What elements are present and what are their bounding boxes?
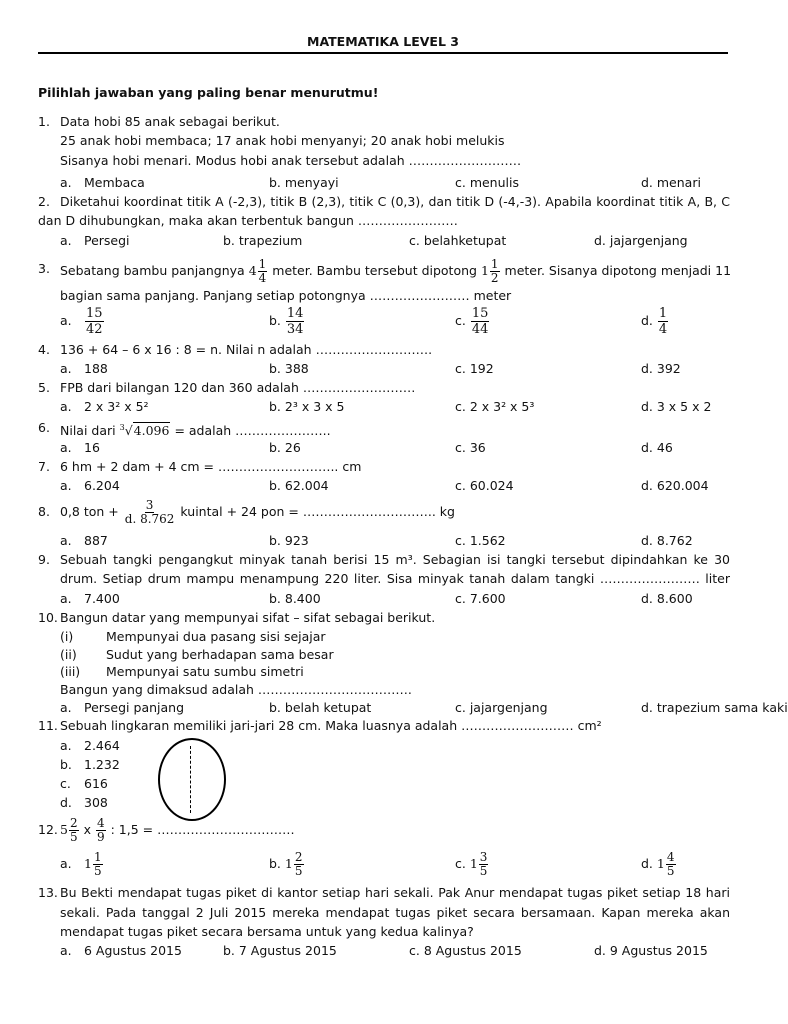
question-text: Sebuah tangki pengangkut minyak tanah berisi 15 m³. Sebagian isi tangki tersebut dipindahkan ke 30 (60, 552, 730, 567)
option-b[interactable]: b. menyayi (269, 175, 339, 190)
option-c[interactable]: c. 7.600 (455, 591, 506, 606)
option-d[interactable]: d. 1 $\frac{4}{5}$ (641, 850, 675, 878)
option-d[interactable]: d. 8.600 (641, 591, 693, 606)
question-12 (38, 815, 730, 845)
question-number: 8. (38, 504, 50, 519)
option-b[interactable]: b. 62.004 (269, 478, 329, 493)
option-d[interactable]: d. menari (641, 175, 701, 190)
question-number: 12. (38, 822, 58, 837)
question-text: Diketahui koordinat titik A (-2,3), titik B (2,3), titik C (0,3), dan titik D (-4,-3). Apabila koordinat titik A, B, C (60, 194, 730, 209)
question-text: Sebuah lingkaran memiliki jari-jari 28 cm. Maka luasnya adalah ……………………… cm² (60, 718, 602, 733)
question-11-option-c[interactable] (38, 774, 730, 793)
question-text: Sisanya hobi menari. Modus hobi anak tersebut adalah ……………………… (60, 153, 522, 168)
question-11 (38, 716, 730, 735)
fraction: $\frac{1}{2}$ (490, 257, 499, 285)
question-13-line-3 (38, 922, 730, 941)
property-list-item: (ii) Sudut yang berhadapan sama besar (60, 647, 334, 662)
question-7 (38, 457, 730, 476)
option-b[interactable]: b. 2³ x 3 x 5 (269, 399, 345, 414)
option-d[interactable]: d. jajargenjang (594, 233, 688, 248)
property-list-item: (i) Mempunyai dua pasang sisi sejajar (60, 629, 326, 644)
option-a[interactable]: a. 887 (60, 533, 108, 548)
question-text: Sebatang bambu panjangnya 4 $\frac{1}{4}$ meter. Bambu tersebut dipotong 1 $\frac{1}{2}$ meter. Sisanya dipotong menjadi 11 (60, 257, 732, 285)
question-9-options (38, 589, 730, 608)
option-a[interactable]: a. 6 Agustus 2015 (60, 943, 182, 958)
question-13 (38, 883, 730, 902)
question-number: 10. (38, 610, 58, 625)
option-a[interactable]: a. Persegi (60, 233, 130, 248)
option-b[interactable]: b. 388 (269, 361, 309, 376)
option-d[interactable]: d. 3 x 5 x 2 (641, 399, 712, 414)
question-6 (38, 418, 730, 437)
fraction: $\frac{4}{9}$ (96, 816, 105, 844)
option-d[interactable]: d. trapezium sama kaki (641, 700, 788, 715)
question-13-line-2 (38, 903, 730, 922)
question-1 (38, 112, 730, 131)
question-number: 5. (38, 380, 50, 395)
option-a[interactable]: a. 7.400 (60, 591, 120, 606)
option-c[interactable]: c. 1.562 (455, 533, 506, 548)
option-d[interactable]: d. 308 (60, 795, 108, 810)
instruction: Pilihlah jawaban yang paling benar menurutmu! (38, 85, 379, 100)
option-a[interactable]: a. 1 $\frac{1}{5}$ (60, 850, 102, 878)
question-8-options (38, 531, 730, 550)
option-b[interactable]: b. 8.400 (269, 591, 321, 606)
option-a[interactable]: a. Membaca (60, 175, 145, 190)
option-a[interactable]: a. 16 (60, 440, 100, 455)
question-1-options (38, 173, 730, 192)
question-10 (38, 608, 730, 627)
question-11-option-a[interactable] (38, 736, 730, 755)
question-number: 4. (38, 342, 50, 357)
option-b[interactable]: b. belah ketupat (269, 700, 372, 715)
question-12-options (38, 849, 730, 879)
option-c[interactable]: c. menulis (455, 175, 519, 190)
option-b[interactable]: b. $\frac{14}{34}$ (269, 306, 304, 337)
question-5 (38, 378, 730, 397)
question-13-options (38, 941, 730, 960)
question-text: drum. Setiap drum mampu menampung 220 liter. Sisa minyak tanah dalam tangki …………………… liter (60, 571, 730, 586)
property-list-item: (iii) Mempunyai satu sumbu simetri (60, 664, 304, 679)
option-c[interactable]: c. 1 $\frac{3}{5}$ (455, 850, 488, 878)
option-d[interactable]: d. 8.762 (641, 533, 693, 548)
question-text: Bangun datar yang mempunyai sifat – sifat sebagai berikut. (60, 610, 436, 625)
fraction: $\frac{1}{4}$ (258, 257, 267, 285)
option-a[interactable]: a. Persegi panjang (60, 700, 185, 715)
question-number: 11. (38, 718, 58, 733)
option-d[interactable]: d. 620.004 (641, 478, 709, 493)
question-11-option-d[interactable] (38, 793, 730, 812)
question-7-options (38, 476, 730, 495)
option-d[interactable]: d. 9 Agustus 2015 (594, 943, 708, 958)
question-text: 25 anak hobi membaca; 17 anak hobi menyanyi; 20 anak hobi melukis (60, 133, 505, 148)
question-number: 6. (38, 420, 50, 435)
option-c[interactable]: c. 2 x 3² x 5³ (455, 399, 535, 414)
question-text: FPB dari bilangan 120 dan 360 adalah ……………………… (60, 380, 416, 395)
question-text: 5 $\frac{2}{5}$ x $\frac{4}{9}$ : 1,5 = …………………………… (60, 816, 295, 844)
question-text: sekali. Pada tanggal 2 Juli 2015 mereka mendapat tugas piket secara bersamaan. Kapan mereka akan (60, 905, 730, 920)
option-a[interactable]: a. 6.204 (60, 478, 120, 493)
option-a[interactable]: a. 2 x 3² x 5² (60, 399, 149, 414)
question-2-line-2 (38, 211, 730, 230)
question-text: 0,8 ton + $\frac{3}{d. 8.762}$ kuintal + 24 pon = ………………………….. kg (60, 498, 455, 526)
question-11-option-b[interactable] (38, 755, 730, 774)
fraction: $\frac{3}{d. 8.762}$ (124, 498, 175, 526)
question-6-options (38, 438, 730, 457)
option-b[interactable]: b. 7 Agustus 2015 (223, 943, 337, 958)
question-4-options (38, 359, 730, 378)
question-2-options (38, 231, 730, 250)
question-1-line-2 (38, 131, 730, 150)
question-text: mendapat tugas piket secara bersama untuk yang kedua kalinya? (60, 924, 474, 939)
question-text: Nilai dari $^3$√4.096 = adalah ………………….. (60, 423, 331, 439)
option-d[interactable]: d. $\frac{1}{4}$ (641, 306, 668, 337)
option-a[interactable]: a. $\frac{15}{42}$ (60, 306, 103, 337)
question-text: 136 + 64 – 6 x 16 : 8 = n. Nilai n adalah ………………………. (60, 342, 433, 357)
option-c[interactable]: c. jajargenjang (455, 700, 548, 715)
question-text: Bu Bekti mendapat tugas piket di kantor setiap hari sekali. Pak Anur mendapat tugas piket setiap 18 hari (60, 885, 730, 900)
question-9 (38, 550, 730, 569)
question-5-options (38, 397, 730, 416)
question-3-line-2 (38, 286, 730, 305)
option-c[interactable]: c. $\frac{15}{44}$ (455, 306, 489, 337)
option-a[interactable]: a. 2.464 (60, 738, 120, 753)
question-text: bagian sama panjang. Panjang setiap potongnya …………………… meter (60, 288, 512, 303)
question-text: dan D dihubungkan, maka akan terbentuk bangun …………………… (38, 213, 458, 228)
option-b[interactable]: b. 923 (269, 533, 309, 548)
option-c[interactable]: c. belahketupat (409, 233, 507, 248)
option-b[interactable]: b. trapezium (223, 233, 303, 248)
question-9-line-2 (38, 569, 730, 588)
question-2 (38, 192, 730, 211)
question-number: 3. (38, 261, 50, 276)
question-number: 9. (38, 552, 50, 567)
question-3 (38, 257, 732, 285)
question-number: 1. (38, 114, 50, 129)
option-c[interactable]: c. 36 (455, 440, 486, 455)
question-1-line-3 (38, 151, 730, 170)
question-number: 7. (38, 459, 50, 474)
question-10-line-2 (38, 680, 730, 699)
option-c[interactable]: c. 60.024 (455, 478, 514, 493)
option-b[interactable]: b. 1 $\frac{2}{5}$ (269, 850, 303, 878)
question-4 (38, 340, 730, 359)
question-number: 13. (38, 885, 58, 900)
option-b[interactable]: b. 1.232 (60, 757, 120, 772)
circle-figure (158, 738, 226, 821)
title-divider (38, 52, 728, 54)
page-title: MATEMATIKA LEVEL 3 (307, 34, 459, 49)
radius-line (190, 746, 191, 813)
option-c[interactable]: c. 192 (455, 361, 494, 376)
question-8 (38, 497, 730, 527)
question-3-options (38, 305, 730, 337)
option-c[interactable]: c. 616 (60, 776, 108, 791)
option-b[interactable]: b. 26 (269, 440, 301, 455)
option-c[interactable]: c. 8 Agustus 2015 (409, 943, 522, 958)
cube-root: $^3$√4.096 (119, 423, 170, 439)
question-text: Data hobi 85 anak sebagai berikut. (60, 114, 280, 129)
question-number: 2. (38, 194, 50, 209)
option-d[interactable]: d. 46 (641, 440, 673, 455)
question-10-options (38, 698, 788, 717)
question-text: 6 hm + 2 dam + 4 cm = ……………………….. cm (60, 459, 362, 474)
fraction: $\frac{2}{5}$ (69, 816, 78, 844)
question-text: Bangun yang dimaksud adalah ………………………………. (60, 682, 412, 697)
option-d[interactable]: d. 392 (641, 361, 681, 376)
option-a[interactable]: a. 188 (60, 361, 108, 376)
